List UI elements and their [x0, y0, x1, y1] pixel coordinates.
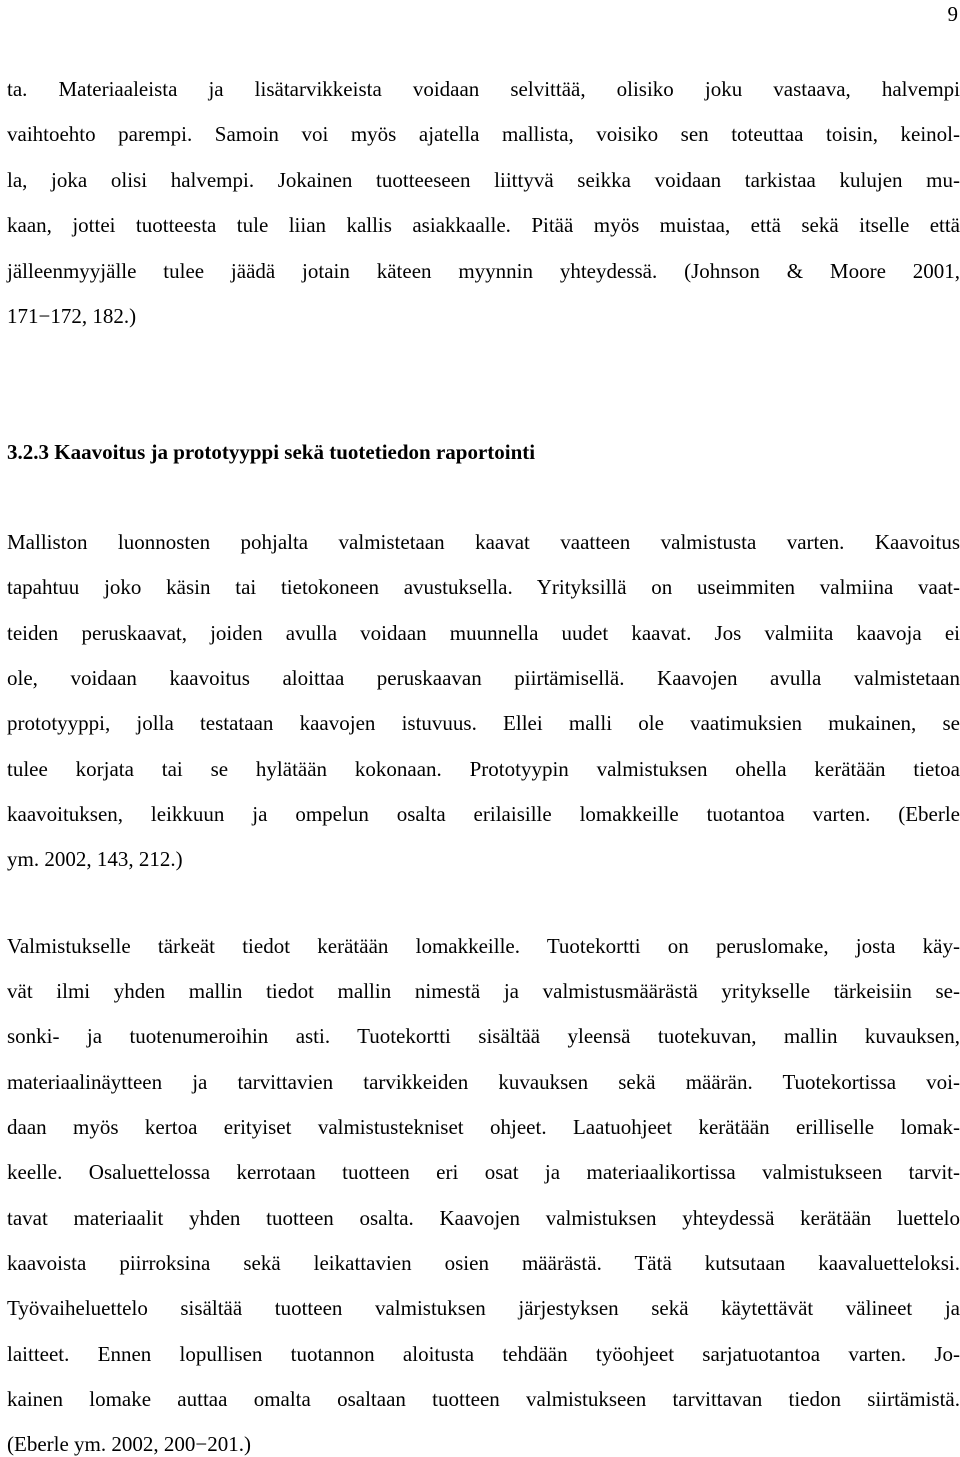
- section-heading: 3.2.3 Kaavoitus ja prototyyppi sekä tuotetiedon raportointi: [7, 440, 536, 464]
- paragraph-2-line-2: tapahtuu joko käsin tai tietokoneen avustuksella. Yrityksillä on useimmiten valmiina vaat-: [7, 575, 960, 599]
- paragraph-1-line-5: jälleenmyyjälle tulee jäädä jotain käteen myynnin yhteydessä. (Johnson & Moore 2001,: [7, 259, 960, 283]
- paragraph-3-line-5: daan myös kertoa erityiset valmistustekniset ohjeet. Laatuohjeet kerätään erilliselle lomak-: [7, 1115, 960, 1139]
- paragraph-3-line-10: laitteet. Ennen lopullisen tuotannon aloitusta tehdään työohjeet sarjatuotantoa varten. Jo-: [7, 1342, 960, 1366]
- paragraph-3-line-12: (Eberle ym. 2002, 200−201.): [7, 1432, 251, 1456]
- paragraph-2-line-5: prototyyppi, jolla testataan kaavojen istuvuus. Ellei malli ole vaatimuksien mukainen, se: [7, 711, 960, 735]
- paragraph-1-line-6: 171−172, 182.): [7, 304, 137, 328]
- paragraph-1-line-1: ta. Materiaaleista ja lisätarvikkeista voidaan selvittää, olisiko joku vastaava, halvempi: [7, 77, 960, 101]
- paragraph-3-line-4: materiaalinäytteen ja tarvittavien tarvikkeiden kuvauksen sekä määrän. Tuotekortissa voi-: [7, 1070, 960, 1094]
- paragraph-3-line-7: tavat materiaalit yhden tuotteen osalta. Kaavojen valmistuksen yhteydessä kerätään luettelo: [7, 1206, 960, 1230]
- paragraph-3-line-8: kaavoista piirroksina sekä leikattavien osien määrästä. Tätä kutsutaan kaavaluetteloksi.: [7, 1251, 960, 1275]
- paragraph-3-line-3: sonki- ja tuotenumeroihin asti. Tuotekortti sisältää yleensä tuotekuvan, mallin kuvauksen,: [7, 1024, 960, 1048]
- paragraph-3-line-6: keelle. Osaluettelossa kerrotaan tuotteen eri osat ja materiaalikortissa valmistukseen tarvit-: [7, 1160, 960, 1184]
- paragraph-2-line-7: kaavoituksen, leikkuun ja ompelun osalta erilaisille lomakkeille tuotantoa varten. (Eberle: [7, 802, 960, 826]
- paragraph-2-line-3: teiden peruskaavat, joiden avulla voidaan muunnella uudet kaavat. Jos valmiita kaavoja ei: [7, 621, 960, 645]
- paragraph-3-line-1: Valmistukselle tärkeät tiedot kerätään lomakkeille. Tuotekortti on peruslomake, josta käy-: [7, 934, 960, 958]
- paragraph-2-line-1: Malliston luonnosten pohjalta valmistetaan kaavat vaatteen valmistusta varten. Kaavoitus: [7, 530, 960, 554]
- paragraph-2-line-4: ole, voidaan kaavoitus aloittaa peruskaavan piirtämisellä. Kaavojen avulla valmistetaan: [7, 666, 960, 690]
- paragraph-3-line-9: Työvaiheluettelo sisältää tuotteen valmistuksen järjestyksen sekä käytettävät välineet ja: [7, 1296, 960, 1320]
- paragraph-3-line-2: vät ilmi yhden mallin tiedot mallin nimestä ja valmistusmäärästä yritykselle tärkeisiin se-: [7, 979, 960, 1003]
- paragraph-1-line-2: vaihtoehto parempi. Samoin voi myös ajatella mallista, voisiko sen toteuttaa toisin, keinol-: [7, 122, 960, 146]
- paragraph-2-line-8: ym. 2002, 143, 212.): [7, 847, 183, 871]
- paragraph-2-line-6: tulee korjata tai se hylätään kokonaan. Prototyypin valmistuksen ohella kerätään tietoa: [7, 757, 960, 781]
- paragraph-1-line-3: la, joka olisi halvempi. Jokainen tuotteeseen liittyvä seikka voidaan tarkistaa kulujen mu-: [7, 168, 960, 192]
- page-number: 9: [947, 2, 958, 26]
- paragraph-1-line-4: kaan, jottei tuotteesta tule liian kallis asiakkaalle. Pitää myös muistaa, että sekä itselle että: [7, 213, 960, 237]
- paragraph-3-line-11: kainen lomake auttaa omalta osaltaan tuotteen valmistukseen tarvittavan tiedon siirtämistä.: [7, 1387, 960, 1411]
